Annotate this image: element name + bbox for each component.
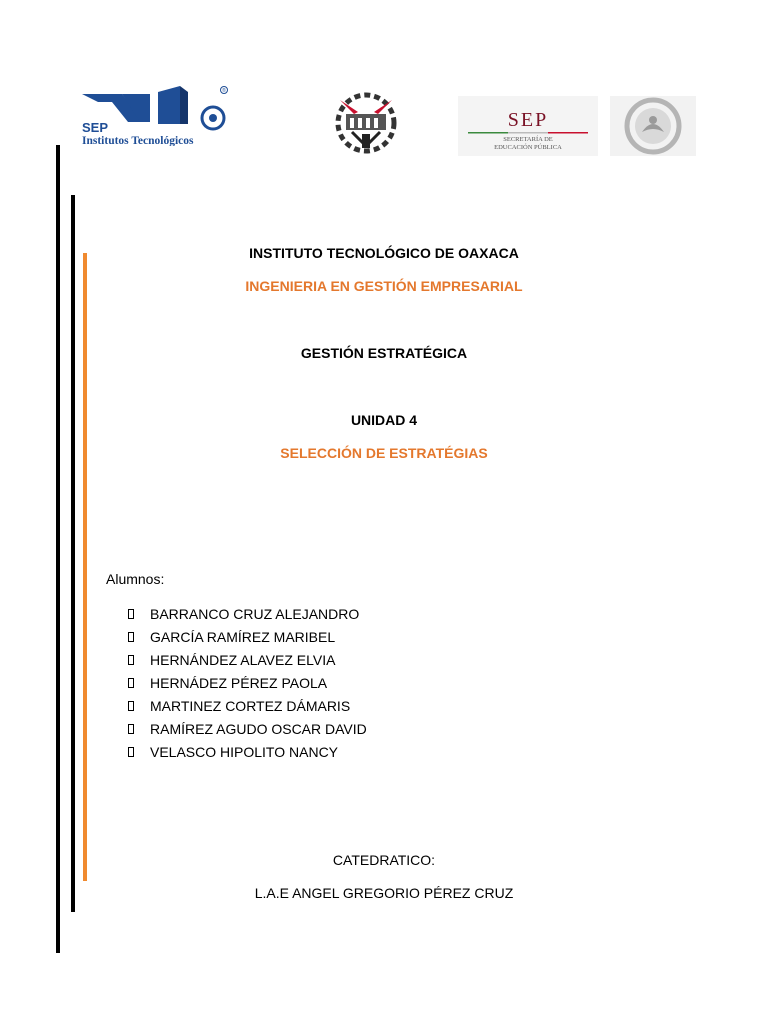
- topic-title: SELECCIÓN DE ESTRATÉGIAS: [280, 445, 488, 461]
- institution-title: INSTITUTO TECNOLÓGICO DE OAXACA: [249, 245, 519, 261]
- ito-logo: [330, 92, 402, 154]
- student-name: VELASCO HIPOLITO NANCY: [150, 743, 339, 760]
- bullet-icon: [128, 701, 134, 711]
- bullet-icon: [128, 724, 134, 734]
- registered-mark: ®: [222, 88, 226, 94]
- tecnologicos-brand: SEP: [82, 120, 109, 135]
- teacher-label: CATEDRATICO:: [332, 852, 436, 868]
- student-name: MARTINEZ CORTEZ DÁMARIS: [150, 697, 351, 714]
- list-item: [128, 602, 367, 625]
- bullet-icon: [128, 678, 134, 688]
- sep-line2: EDUCACIÓN PÚBLICA: [494, 144, 562, 151]
- sep-logo: [458, 96, 598, 156]
- bullet-icon: [128, 632, 134, 642]
- career-title: INGENIERIA EN GESTIÓN EMPRESARIAL: [245, 278, 523, 294]
- bullet-icon: [128, 655, 134, 665]
- student-name: BARRANCO CRUZ ALEJANDRO: [150, 605, 360, 622]
- subject-title: GESTIÓN ESTRATÉGICA: [300, 345, 468, 361]
- tecnologicos-caption: Institutos Tecnológicos: [82, 135, 194, 146]
- student-name: GARCÍA RAMÍREZ MARIBEL: [150, 628, 336, 645]
- sep-line1: SECRETARÍA DE: [503, 136, 553, 143]
- student-name: HERNÁNDEZ ALAVEZ ELVIA: [150, 651, 336, 668]
- list-item: [128, 694, 367, 717]
- border-line-black-outer: [56, 145, 60, 953]
- student-name: RAMÍREZ AGUDO OSCAR DAVID: [150, 720, 367, 737]
- bullet-icon: [128, 747, 134, 757]
- students-label: Alumnos:: [106, 571, 165, 587]
- escudo-nacional-seal: [610, 96, 696, 156]
- teacher-name: L.A.E ANGEL GREGORIO PÉREZ CRUZ: [254, 885, 514, 901]
- sep-brand: SEP: [507, 109, 549, 131]
- students-list: [128, 602, 367, 763]
- list-item: [128, 740, 367, 763]
- tecnologicos-logo: [80, 84, 230, 146]
- list-item: [128, 717, 367, 740]
- list-item: [128, 671, 367, 694]
- student-name: HERNÁDEZ PÉREZ PAOLA: [150, 674, 328, 691]
- list-item: [128, 625, 367, 648]
- bullet-icon: [128, 609, 134, 619]
- list-item: [128, 648, 367, 671]
- unit-title: UNIDAD 4: [350, 412, 418, 428]
- border-line-black-inner: [71, 195, 75, 912]
